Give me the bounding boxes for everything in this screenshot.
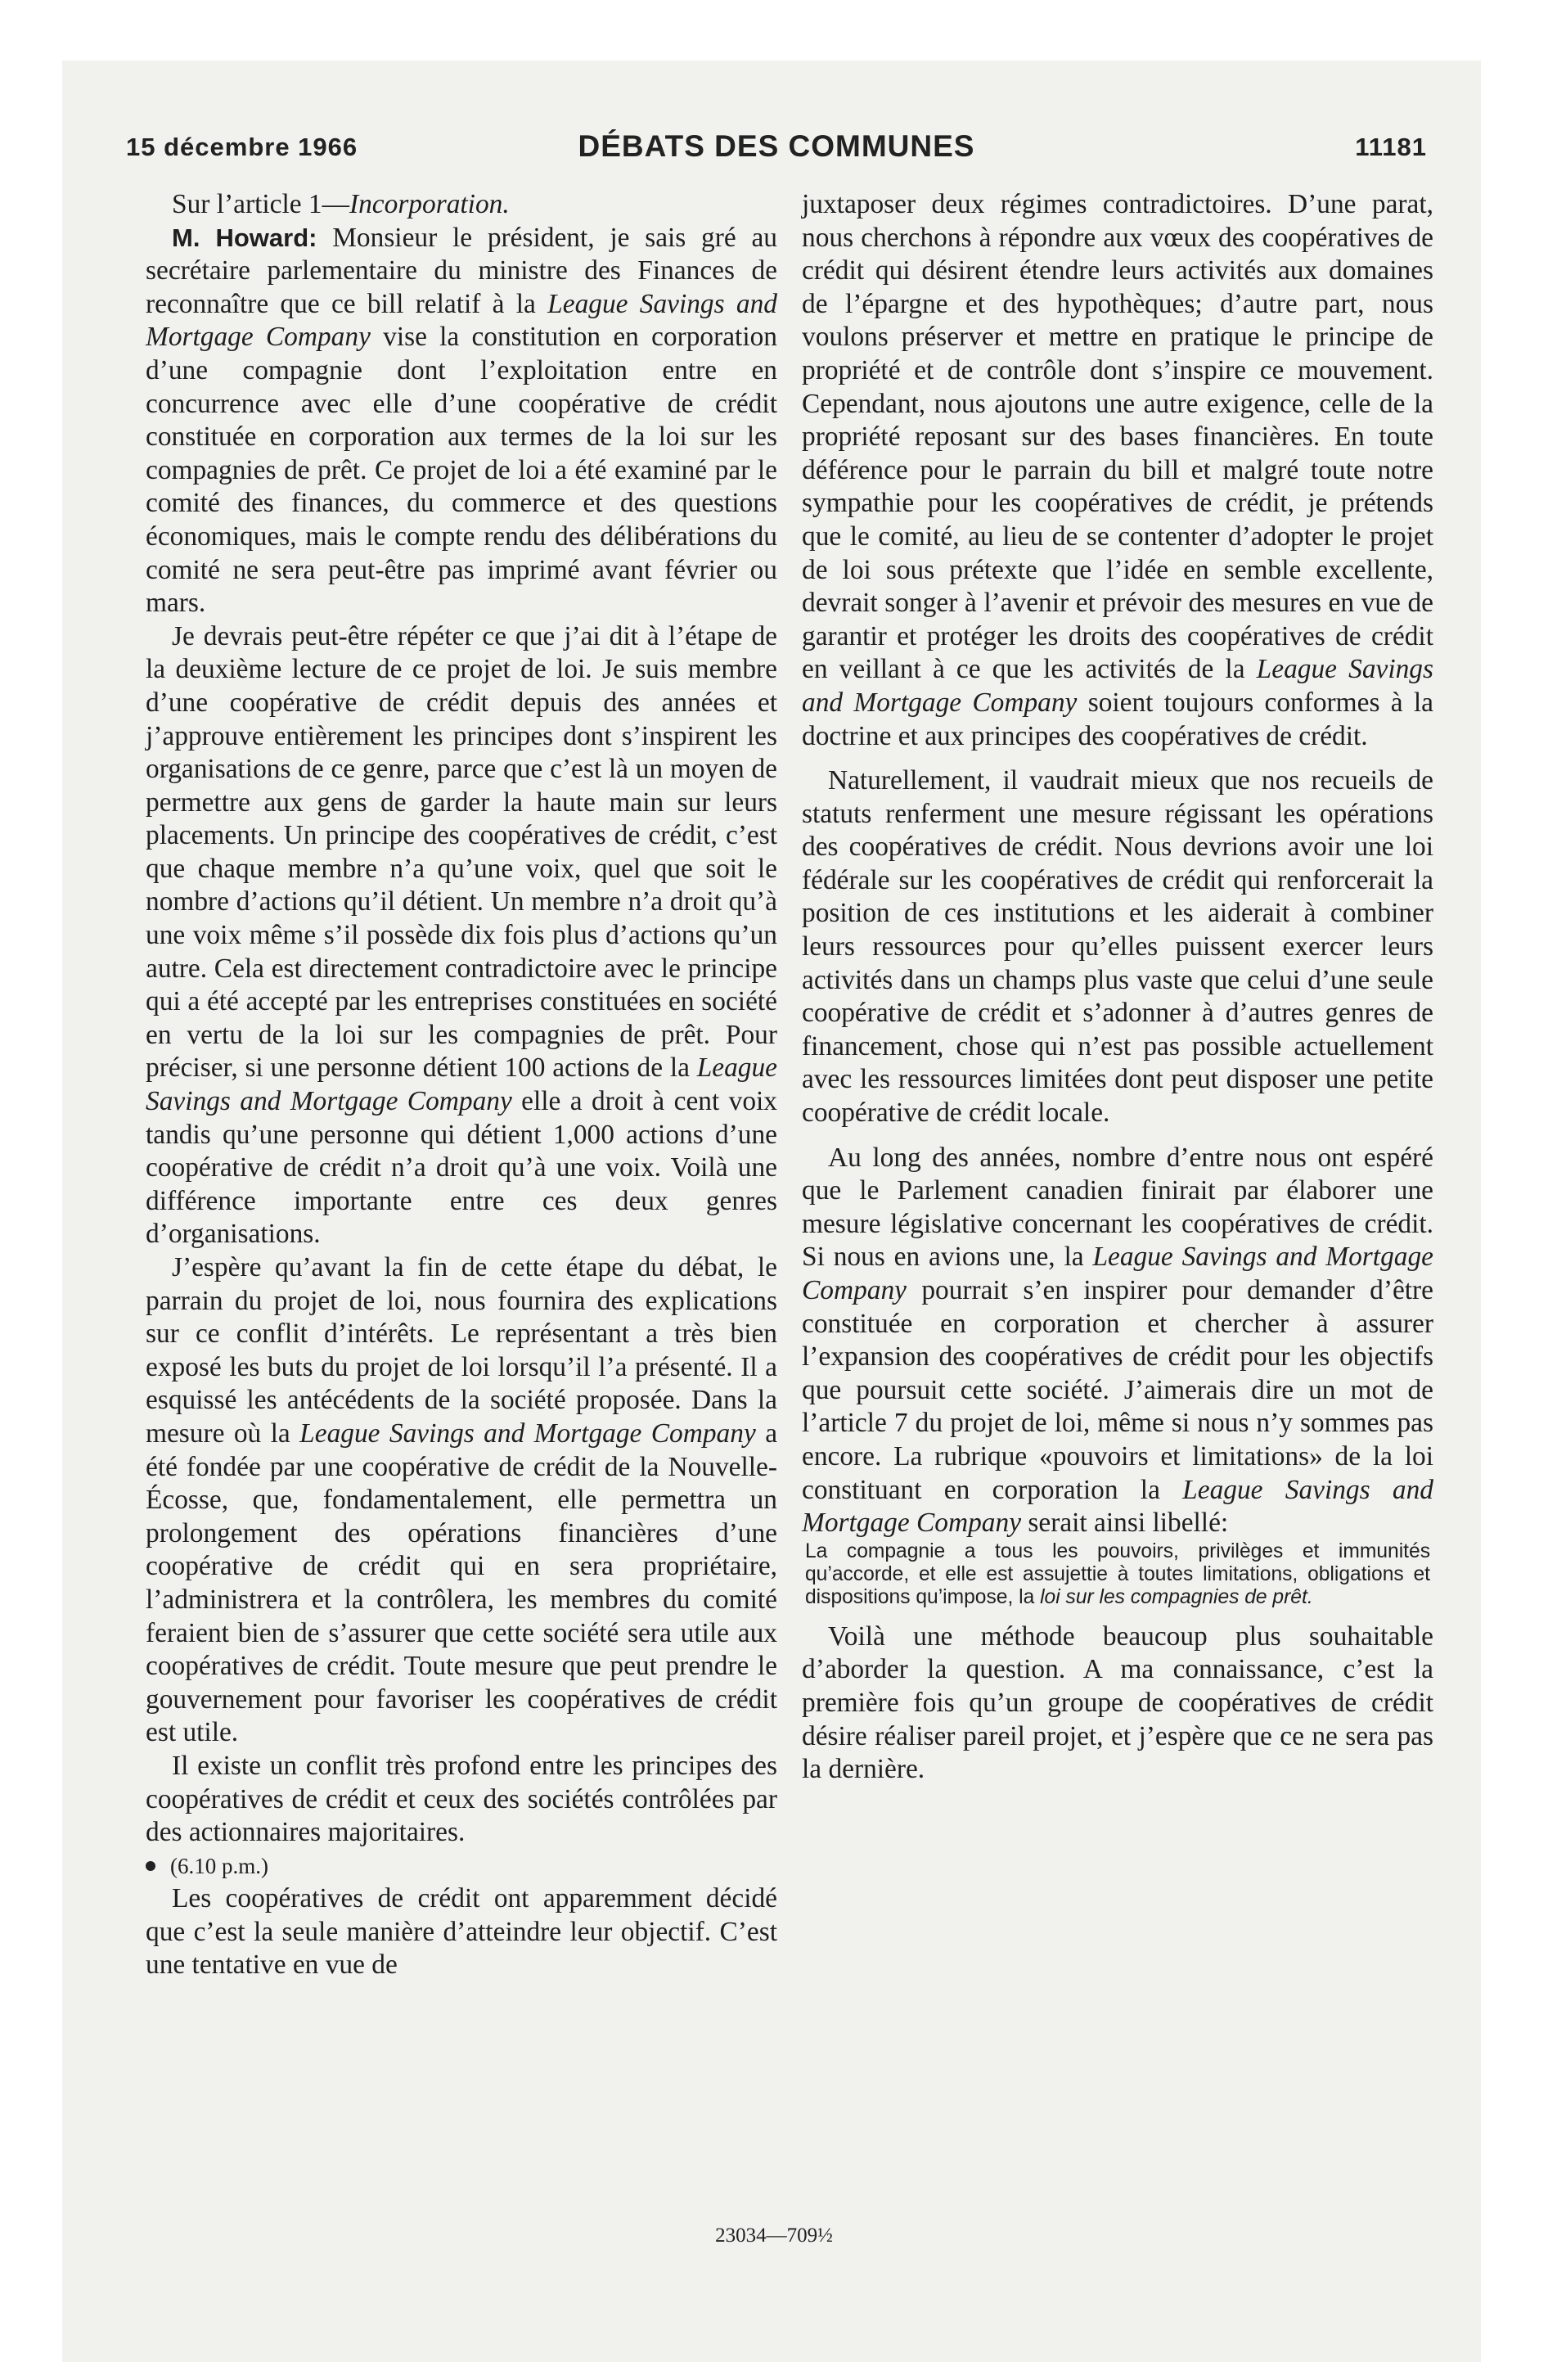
quote-italic: loi sur les compagnies de prêt. (1040, 1585, 1313, 1608)
company-name-italic: League Savings and Mortgage Company (146, 288, 777, 353)
page-header (126, 124, 1427, 174)
paragraph-text: elle a droit à cent voix tandis qu’une personne qui détient 1,000 actions d’une coopérative de crédit n’a droit qu’à une voix. Voilà une différence importante entre ces deux genres d’organisations. (146, 1086, 777, 1250)
right-column (802, 188, 1433, 1787)
speaker-name: M. Howard: (172, 223, 317, 252)
left-column (146, 188, 777, 1982)
paragraph-juxtaposer (802, 188, 1433, 753)
time-text: (6.10 p.m.) (170, 1853, 268, 1878)
bullet-icon (146, 1861, 155, 1871)
header-page-number: 11181 (1355, 133, 1427, 161)
paragraph-text: Monsieur le président, je sais gré au secrétaire parlementaire du ministre des Finances de reconnaître que ce bill relatif à la (146, 222, 777, 319)
paragraph-conflit: Il existe un conflit très profond entre les principes des coopératives de crédit et ceux des sociétés contrôlées par des actionnaires majoritaires. (146, 1750, 777, 1848)
company-name-italic: League Savings and Mortgage Company (802, 654, 1433, 718)
paragraph-howard-intro (146, 222, 777, 620)
paragraph-text: Je devrais peut-être répéter ce que j’ai dit à l’étape de la deuxième lecture de ce projet de loi. Je suis membre d’une coopérative de crédit depuis des années et j’approuve entièrement les principes dont s’inspirent les organisations de ce genre, parce que c’est là un moyen de permettre aux gens de garder la haute main sur leurs placements. Un principe des coopératives de crédit, c’est que chaque membre n’a qu’une voix, quel que soit le nombre d’actions qu’il détient. Un membre n’a droit qu’à une voix même s’il possède dix fois plus d’actions qu’un autre. Cela est directement contradictoire avec le principe qui a été accepté par les entreprises constituées en société en vertu de la loi sur les compagnies de prêt. Pour préciser, si une personne détient 100 actions de la (146, 620, 777, 1084)
time-stamp (146, 1850, 777, 1883)
paragraph-repeat (146, 620, 777, 1251)
paragraph-text: juxtaposer deux régimes contradictoires. D’une parat, nous cherchons à répondre aux vœux des coopératives de crédit qui désirent étendre leurs activités aux domaines de l’épargne et des hypothèques; d’autre part, nous voulons préserver et mettre en pratique le principe de propriété et de contrôle dont s’inspire ce mouvement. Cependant, nous ajoutons une autre exigence, celle de la propriété reposant sur des bases financières. En toute déférence pour le parrain du bill et malgré toute notre sympathie pour les coopératives de crédit, je prétends que le comité, au lieu de se contenter d’adopter le projet de loi sous prétexte que l’idée en semble excellente, devrait songer à l’avenir et prévoir des mesures en vue de garantir et protéger les droits des coopératives de crédit en veillant à ce que les activités de la (802, 189, 1433, 685)
quote-text: La compagnie a tous les pouvoirs, privilèges et immunités qu’accorde, et elle est assujettie à toutes limitations, obligations et dispositions qu’impose, la (805, 1539, 1430, 1608)
company-name-italic: League Savings and Mortgage Company (802, 1242, 1433, 1305)
paragraph-espere (146, 1251, 777, 1750)
paragraph-text: pourrait s’en inspirer pour demander d’être constituée en corporation et chercher à assurer l’expansion des coopératives de crédit pour les objectifs que poursuit cette société. J’aimerais dire un mot de l’article 7 du projet de loi, même si nous n’y sommes pas encore. La rubrique «pouvoirs et limitations» de la loi constituant en corporation la (802, 1275, 1433, 1505)
article-heading-text: Sur l’article 1— (172, 189, 349, 219)
company-name-italic: League Savings and Mortgage Company (299, 1418, 756, 1449)
company-name-italic: League Savings and Mortgage Company (802, 1474, 1433, 1539)
paragraph-cooperatives: Les coopératives de crédit ont apparemment décidé que c’est la seule manière d’atteindre leur objectif. C’est une tentative en vue de (146, 1883, 777, 1981)
company-name-italic: League Savings and Mortgage Company (146, 1053, 777, 1117)
article-heading-italic: Incorporation. (349, 189, 510, 219)
header-title: DÉBATS DES COMMUNES (578, 129, 975, 163)
paragraph-naturellement: Naturellement, il vaudrait mieux que nos recueils de statuts renferment une mesure régissant les opérations des coopératives de crédit. Nous devrions avoir une loi fédérale sur les coopératives de crédit qui renforcerait la position de ces institutions et les aiderait à combiner leurs ressources pour qu’elles puissent exercer leurs activités dans un champs plus vaste que celui d’une seule coopérative de crédit et s’adonner à d’autres genres de financement, chose qui n’est pas possible actuellement avec les ressources limitées dont peut disposer une petite coopérative de crédit locale. (802, 765, 1433, 1129)
paragraph-voila: Voilà une méthode beaucoup plus souhaitable d’aborder la question. A ma connaissance, c’est la première fois qu’un groupe de coopératives de crédit désire réaliser pareil projet, et j’espère que ce ne sera pas la dernière. (802, 1620, 1433, 1785)
paragraph-text: J’espère qu’avant la fin de cette étape du débat, le parrain du projet de loi, nous fournira des explications sur ce conflit d’intérêts. Le représentant a très bien exposé les buts du projet de loi lorsqu’il l’a présenté. Il a esquissé les antécédents de la société proposée. Dans la mesure où la (146, 1252, 777, 1449)
paragraph-text: vise la constitution en corporation d’une compagnie dont l’exploitation entre en concurrence avec elle d’une coopérative de crédit constituée en corporation aux termes de la loi sur les compagnies de prêt. Ce projet de loi a été examiné par le comité des finances, du commerce et des questions économiques, mais le compte rendu des délibérations du comité ne sera peut-être pas imprimé avant février ou mars. (146, 322, 777, 619)
paragraph-text: serait ainsi libellé: (1021, 1508, 1229, 1539)
block-quote (802, 1540, 1433, 1609)
paragraph-text: soient toujours conformes à la doctrine et aux principes des coopératives de crédit. (802, 687, 1433, 751)
paragraph-au-long (802, 1142, 1433, 1540)
paragraph-article-heading (146, 188, 777, 222)
paragraph-text: a été fondée par une coopérative de crédit de la Nouvelle-Écosse, que, fondamentalement, elle permettra un prolongement des opérations financières d’une coopérative de crédit qui en sera propriétaire, l’administrera et la contrôlera, les membres du comité feraient bien de s’assurer que cette société sera utile aux coopératives de crédit. Toute mesure que peut prendre le gouvernement pour favoriser les coopératives de crédit est utile. (146, 1418, 778, 1748)
header-date: 15 décembre 1966 (126, 133, 358, 161)
paragraph-text: Au long des années, nombre d’entre nous ont espéré que le Parlement canadien finirait par élaborer une mesure législative concernant les coopératives de crédit. Si nous en avions une, la (802, 1142, 1433, 1273)
page-footer-code: 23034—709½ (715, 2224, 833, 2247)
